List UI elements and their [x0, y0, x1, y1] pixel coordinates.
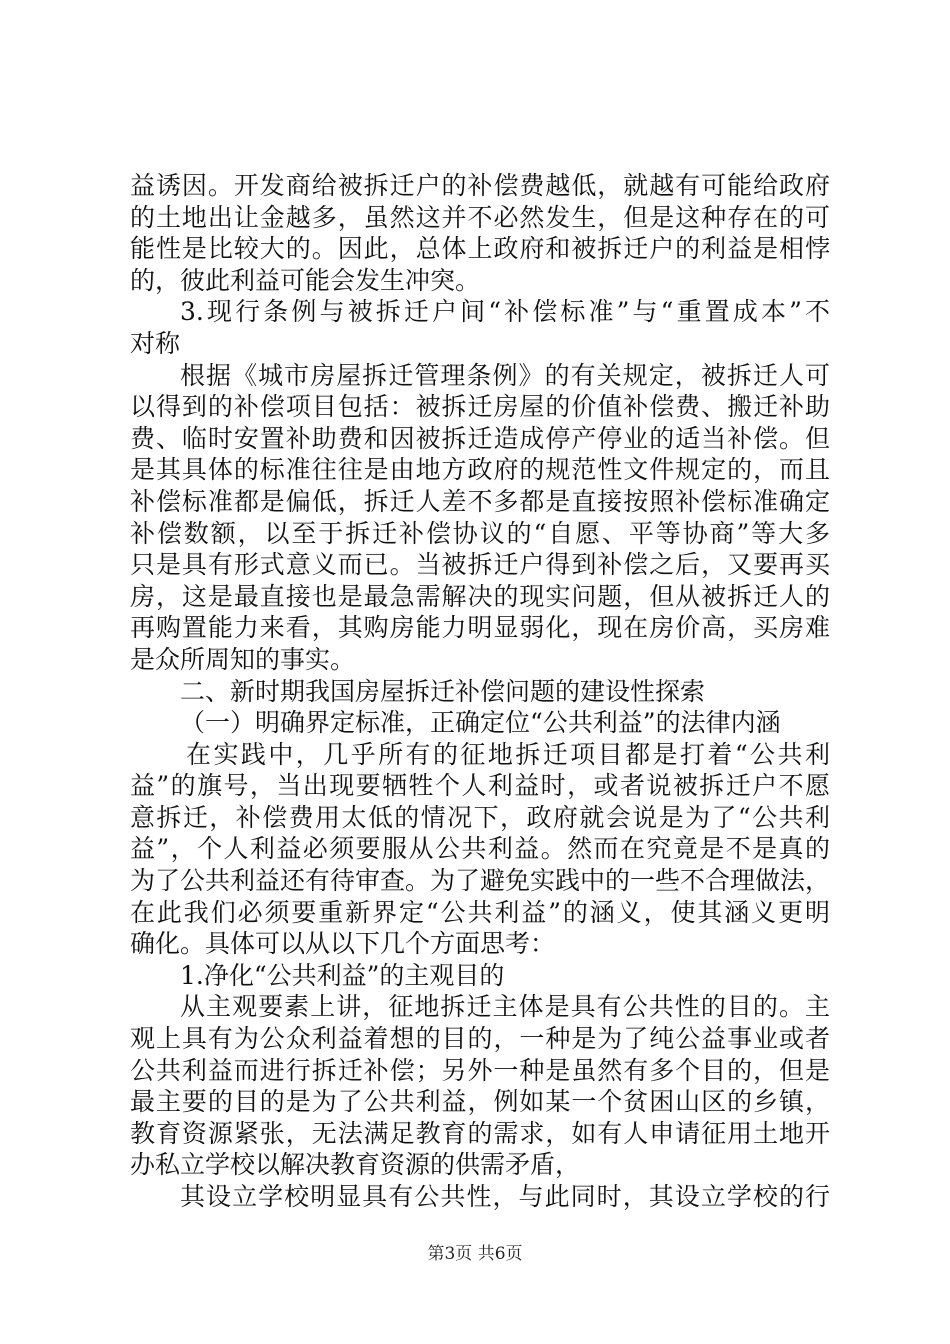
text-line: 的，彼此利益可能会发生冲突。: [130, 265, 481, 295]
text-line: 从主观要素上讲，征地拆迁主体是具有公共性的目的。主: [180, 992, 830, 1022]
text-line: 确化。具体可以从以下几个方面思考：: [130, 929, 556, 959]
text-line: 再购置能力来看，其购房能力明显弱化，现在房价高，买房难: [130, 613, 830, 643]
text-line: 观上具有为公众利益着想的目的，一种是为了纯公益事业或者: [130, 1024, 830, 1054]
text-line: 在此我们必须要重新界定“公共利益”的涵义，使其涵义更明: [130, 897, 830, 927]
text-line: 是众所周知的事实。: [130, 644, 356, 674]
page-number-footer: 第3页 共6页: [427, 1244, 523, 1264]
section-heading-continued: 对称: [130, 328, 181, 358]
text-line: 是其具体的标准往往是由地方政府的规范性文件规定的，而且: [130, 455, 830, 485]
section-heading: 3.现行条例与被拆迁户间“补偿标准”与“重置成本”不: [180, 297, 830, 327]
text-line: 能性是比较大的。因此，总体上政府和被拆迁户的利益是相悖: [130, 234, 830, 264]
text-line: 办私立学校以解决教育资源的供需矛盾，: [130, 1150, 581, 1180]
text-line: 根据《城市房屋拆迁管理条例》的有关规定，被拆迁人可: [180, 360, 830, 390]
text-line: 费、临时安置补助费和因被拆迁造成停产停业的适当补偿。但: [130, 423, 830, 453]
text-line: 最主要的目的是为了公共利益，例如某一个贫困山区的乡镇，: [130, 1087, 830, 1117]
text-line: 的土地出让金越多，虽然这并不必然发生，但是这种存在的可: [130, 202, 830, 232]
text-line: 在实践中，几乎所有的征地拆迁项目都是打着“公共利: [186, 739, 830, 769]
text-line: 房，这是最直接也是最急需解决的现实问题，但从被拆迁人的: [130, 581, 830, 611]
text-line: 补偿数额，以至于拆迁补偿协议的“自愿、平等协商”等大多: [130, 518, 830, 548]
section-heading: 二、新时期我国房屋拆迁补偿问题的建设性探索: [180, 676, 706, 706]
document-body: [130, 170, 830, 1213]
text-line: 益”的旗号，当出现要牺牲个人利益时，或者说被拆迁户不愿: [130, 771, 830, 801]
text-line: 以得到的补偿项目包括：被拆迁房屋的价值补偿费、搬迁补助: [130, 392, 830, 422]
text-line: 益诱因。开发商给被拆迁户的补偿费越低，就越有可能给政府: [130, 171, 830, 200]
text-line: 意拆迁，补偿费用太低的情况下，政府就会说是为了“公共利: [130, 802, 830, 832]
text-line: 为了公共利益还有待审查。为了避免实践中的一些不合理做法，: [130, 866, 831, 896]
text-line: 只是具有形式意义而已。当被拆迁户得到补偿之后，又要再买: [130, 550, 830, 580]
section-heading: 1.净化“公共利益”的主观目的: [180, 960, 505, 990]
text-line: 教育资源紧张，无法满足教育的需求，如有人申请征用土地开: [130, 1118, 830, 1148]
text-line: 补偿标准都是偏低，拆迁人差不多都是直接按照补偿标准确定: [130, 486, 830, 516]
text-line: 其设立学校明显具有公共性，与此同时，其设立学校的行: [180, 1182, 830, 1211]
text-line: 公共利益而进行拆迁补偿；另外一种是虽然有多个目的，但是: [130, 1055, 830, 1085]
subsection-heading: （一）明确界定标准，正确定位“公共利益”的法律内涵: [180, 708, 781, 738]
text-line: 益”，个人利益必须要服从公共利益。然而在究竟是不是真的: [130, 834, 830, 864]
